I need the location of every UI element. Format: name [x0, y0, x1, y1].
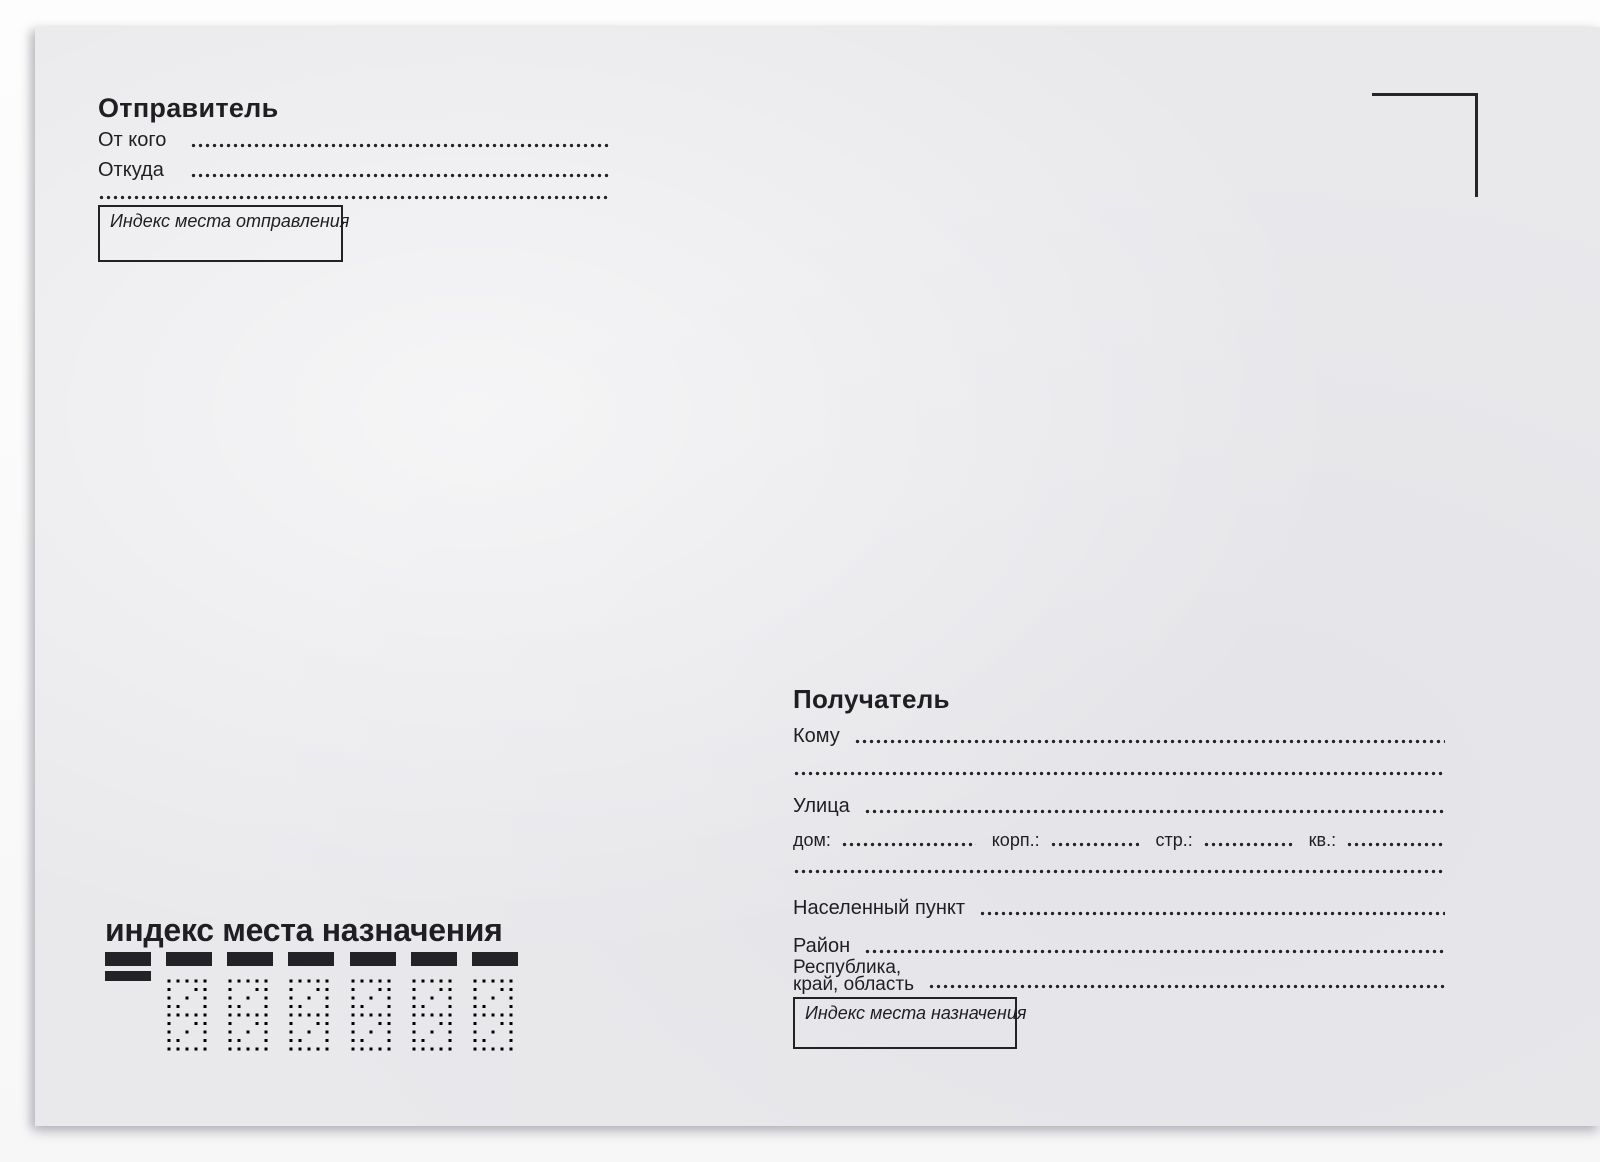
- sorting-mark-bar-icon: [350, 952, 396, 966]
- from-whom-field-line: [190, 142, 610, 149]
- postal-code-digit-stencil-icon: [350, 979, 392, 1051]
- region-label-line1: Республика,: [793, 957, 902, 978]
- index-digit-cell: [288, 952, 334, 1051]
- postal-code-digit-stencil-icon: [288, 979, 330, 1051]
- to-whom-extra-field-line: [793, 770, 1445, 777]
- region-label: [793, 959, 914, 993]
- postal-code-digit-stencil-icon: [411, 979, 453, 1051]
- to-whom-field-line: [854, 738, 1445, 745]
- index-digit-cell: [166, 952, 212, 1051]
- sorting-mark-bar-icon: [288, 952, 334, 966]
- building-field-line: [1050, 841, 1140, 848]
- house-field-line: [841, 841, 976, 848]
- apartment-label: кв.:: [1308, 830, 1337, 850]
- index-code-strip: [105, 952, 518, 1051]
- destination-index-box-label: Индекс места назначения: [805, 1003, 1027, 1023]
- sender-extra-field-line: [98, 194, 610, 201]
- structure-field-line: [1203, 841, 1293, 848]
- index-digit-cell: [472, 952, 518, 1051]
- sender-section: [98, 93, 610, 303]
- index-digit-cell: [227, 952, 273, 1051]
- index-reference-column: [105, 952, 151, 1051]
- house-row: [793, 827, 1445, 851]
- index-digit-cell: [411, 952, 457, 1051]
- region-row: [793, 957, 1445, 993]
- from-where-label: Откуда: [98, 159, 164, 181]
- to-whom-row: [793, 722, 1445, 748]
- settlement-label: Населенный пункт: [793, 897, 966, 919]
- settlement-field-line: [979, 910, 1445, 917]
- postal-code-digit-stencil-icon: [166, 979, 208, 1051]
- sorting-mark-bar-icon: [472, 952, 518, 966]
- from-whom-row: [98, 126, 610, 152]
- district-field-line: [864, 948, 1445, 955]
- stamp-corner-icon: [1372, 93, 1478, 197]
- sender-heading: Отправитель: [98, 93, 279, 123]
- house-label: дом:: [793, 830, 831, 850]
- sorting-mark-bar-icon: [166, 952, 212, 966]
- from-where-row: [98, 156, 610, 182]
- region-label-line2: край, область: [793, 974, 914, 995]
- sorting-mark-bar-small-icon: [105, 971, 151, 981]
- to-whom-label: Кому: [793, 725, 840, 747]
- street-label: Улица: [793, 795, 850, 817]
- structure-label: стр.:: [1155, 830, 1193, 850]
- street-row: [793, 792, 1445, 818]
- destination-index-box: [793, 997, 1027, 1049]
- postal-code-digit-stencil-icon: [472, 979, 514, 1051]
- sorting-mark-bar-icon: [227, 952, 273, 966]
- index-digit-cell: [350, 952, 396, 1051]
- from-where-field-line: [190, 172, 610, 179]
- district-row: [793, 932, 1445, 958]
- street-field-line: [864, 808, 1445, 815]
- recipient-section: [793, 684, 1445, 1054]
- sorting-mark-bar-icon: [105, 952, 151, 966]
- postal-code-digit-stencil-icon: [227, 979, 269, 1051]
- building-label: корп.:: [991, 830, 1040, 850]
- apartment-field-line: [1346, 841, 1445, 848]
- sorting-mark-bar-icon: [411, 952, 457, 966]
- destination-index-heading: индекс места назначения: [105, 912, 503, 948]
- settlement-row: [793, 894, 1445, 920]
- sender-index-box: [98, 205, 350, 262]
- region-field-line: [928, 983, 1445, 990]
- sender-index-box-label: Индекс места отправления: [110, 211, 350, 231]
- recipient-heading: Получатель: [793, 684, 950, 714]
- district-label: Район: [793, 935, 851, 957]
- from-whom-label: От кого: [98, 129, 167, 151]
- envelope-front: [35, 27, 1600, 1126]
- address-extra-field-line: [793, 868, 1445, 875]
- destination-index-zone: [105, 914, 518, 1051]
